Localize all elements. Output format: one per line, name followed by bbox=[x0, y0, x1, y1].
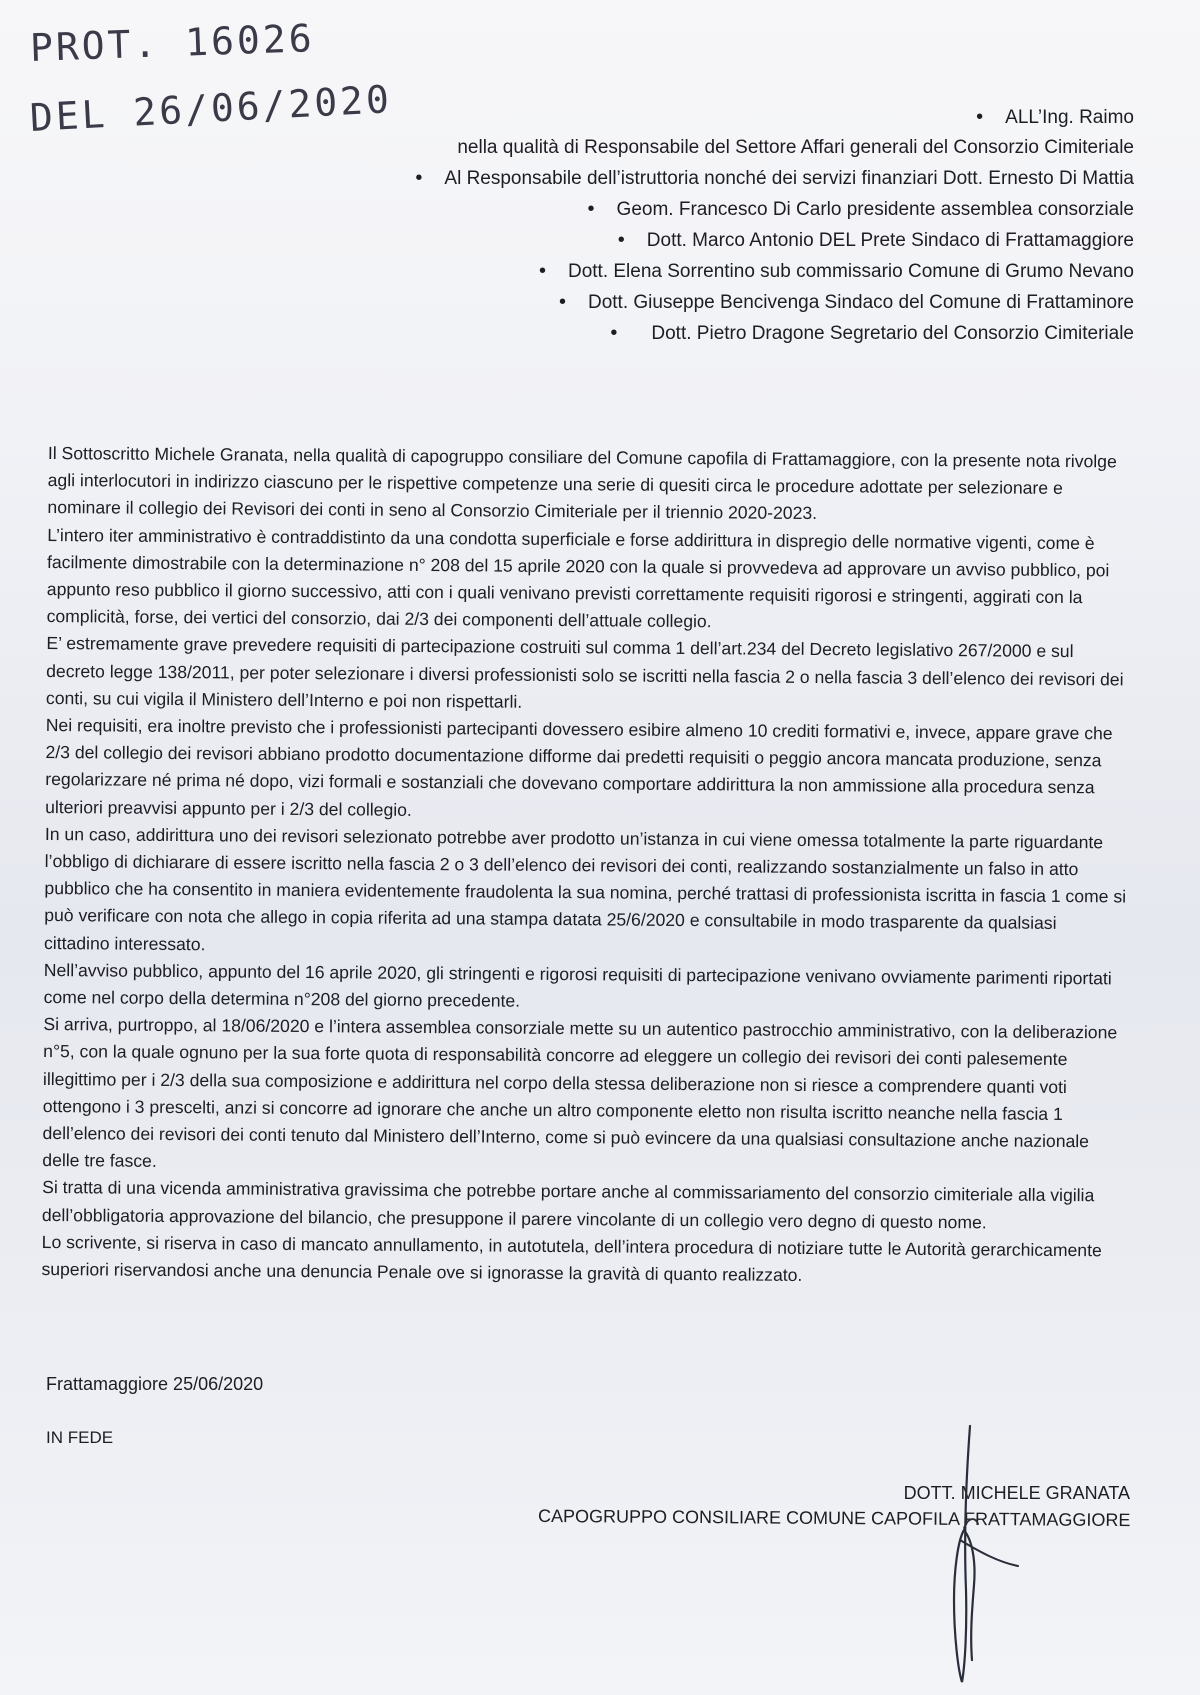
recipient-item: • Dott. Pietro Dragone Segretario del Consorzio Cimiteriale bbox=[200, 318, 1134, 349]
bullet-icon: • bbox=[558, 291, 566, 313]
closing-phrase: IN FEDE bbox=[46, 1428, 114, 1447]
bullet-icon: • bbox=[415, 167, 423, 189]
recipient-item: • Dott. Giuseppe Bencivenga Sindaco del Comune di Frattaminore bbox=[200, 287, 1134, 318]
bullet-icon: • bbox=[538, 260, 546, 282]
signer-name: DOTT. MICHELE GRANATA bbox=[903, 1483, 1130, 1503]
bullet-icon: • bbox=[610, 322, 618, 344]
letter-body bbox=[41, 440, 1130, 1292]
recipient-item: • ALL’Ing. Raimo bbox=[200, 102, 1134, 133]
bullet-icon: • bbox=[617, 229, 625, 251]
signer-role: CAPOGRUPPO CONSILIARE COMUNE CAPOFILA FRATTAMAGGIORE bbox=[537, 1505, 1131, 1531]
recipient-item: • Al Responsabile dell’istruttoria nonché dei servizi finanziari Dott. Ernesto Di Mattia bbox=[200, 163, 1134, 194]
recipient-item: nella qualità di Responsabile del Settore Affari generali del Consorzio Cimiteriale bbox=[457, 137, 1134, 158]
recipients-list bbox=[200, 102, 1134, 349]
place-date: Frattamaggiore 25/06/2020 bbox=[46, 1374, 264, 1394]
body-paragraph: In un caso, addirittura uno dei revisori selezionato potrebbe aver prodotto un’istanza in cui viene omessa totalmente la parte riguardante l’obbligo di dichiarare di essere iscritto nella fascia 2 o 3 dell’elenco dei revisori dei conti, realizzando sostanzialmente un falso in atto pubblico che ha consentito in maniera evidentemente fraudolenta la sua nomina, perché trattasi di professionista iscritta in fascia 1 come si può verificare con nota che allego in copia riferita ad una stampa datata 25/6/2020 e consultabile in modo trasparente da qualsiasi cittadino interessato. bbox=[43, 823, 1127, 954]
body-paragraph: Nei requisiti, era inoltre previsto che i professionisti partecipanti dovessero esibire almeno 10 crediti formativi e, invece, appare grave che 2/3 del collegio dei revisori abbiano prodotto documentazione difforme dai predetti requisiti o peggio ancora mancata produzione, senza regolarizzare né prima né dopo, vizi formali e sostanziali che dovevano comportare addirittura la non ammissione alla procedura senza ulteriori preavvisi appunto per i 2/3 del collegio. bbox=[45, 715, 1113, 820]
recipient-item: • Dott. Elena Sorrentino sub commissario Comune di Grumo Nevano bbox=[200, 256, 1134, 287]
protocol-date-handwritten: DEL 26/06/2020 bbox=[28, 77, 393, 140]
protocol-number-handwritten: PROT. 16026 bbox=[29, 16, 316, 70]
bullet-icon: • bbox=[587, 198, 595, 220]
body-paragraph: L’intero iter amministrativo è contraddistinto da una condotta superficiale e forse addirittura in dispregio delle normative vigenti, come è facilmente dimostrabile con la determinazione n° 208 del 15 aprile 2020 con la quale si provvedeva ad approvare un avviso pubblico, poi appunto reso pubblico il giorno successivo, atti con i quali venivano previsti correttamente requisiti rigorosi e stringenti, aggirati con la complicità, forse, dei vertici del consorzio, dai 2/3 dei componenti dell’attuale collegio. bbox=[46, 524, 1110, 632]
body-paragraph: Il Sottoscritto Michele Granata, nella qualità di capogruppo consiliare del Comune capofila di Frattamaggiore, con la presente nota rivolge agli interlocutori in indirizzo ciascuno per le rispettive competenze una serie di quesiti circa le procedure adottate per selezionare e nominare il collegio dei Revisori dei conti in seno al Consorzio Cimiteriale per il triennio 2020-2023. bbox=[47, 442, 1117, 524]
body-paragraph: Si tratta di una vicenda amministrativa gravissima che potrebbe portare anche al commissariamento del consorzio cimiteriale alla vigilia dell’obbligatoria approvazione del bilancio, che presuppone il parere vincolante di un collegio vero degno di questo nome. bbox=[41, 1177, 1095, 1233]
body-paragraph: E’ estremamente grave prevedere requisiti di partecipazione costruiti sul comma 1 dell’art.234 del Decreto legislativo 267/2000 e sul decreto legge 138/2011, per poter selezionare i diversi professionisti solo se iscritti nella fascia 2 o nella fascia 3 dell’elenco dei revisori dei conti, su cui vigila il Ministero dell’Interno e poi non rispettarli. bbox=[45, 633, 1124, 712]
recipient-item: • Geom. Francesco Di Carlo presidente assemblea consorziale bbox=[200, 194, 1134, 225]
handwritten-signature bbox=[920, 1420, 1030, 1690]
bullet-icon: • bbox=[976, 106, 984, 128]
body-paragraph: Nell’avviso pubblico, appunto del 16 aprile 2020, gli stringenti e rigorosi requisiti di partecipazione venivano ovviamente parimenti riportati come nel corpo della determina n°208 del giorno precedente. bbox=[43, 959, 1112, 1011]
body-paragraph: Si arriva, purtroppo, al 18/06/2020 e l’intera assemblea consorziale mette su un autentico pastrocchio amministrativo, con la deliberazione n°5, con la quale ognuno per la sua forte quota di responsabilità concorre ad eleggere un collegio dei revisori dei conti palesemente illegittimo per i 2/3 della sua composizione e addirittura nel corpo della stessa deliberazione non si riesce a comprendere quanti voti ottengono i 3 prescelti, anzi si concorre ad ignorare che anche un altro componente eletto non risulta iscritto neanche nella fascia 1 dell’elenco dei revisori dei conti tenuto dal Ministero dell’Interno, come si può evincere da una qualsiasi consultazione anche nazionale delle tre fasce. bbox=[42, 1014, 1118, 1172]
body-paragraph: Lo scrivente, si riserva in caso di mancato annullamento, in autotutela, dell’intera procedura di notiziare tutte le Autorità gerarchicamente superiori riservandosi anche una denuncia Penale ove si ignorasse la gravità di quanto realizzato. bbox=[41, 1231, 1102, 1286]
recipient-item: • Dott. Marco Antonio DEL Prete Sindaco di Frattamaggiore bbox=[200, 225, 1134, 256]
